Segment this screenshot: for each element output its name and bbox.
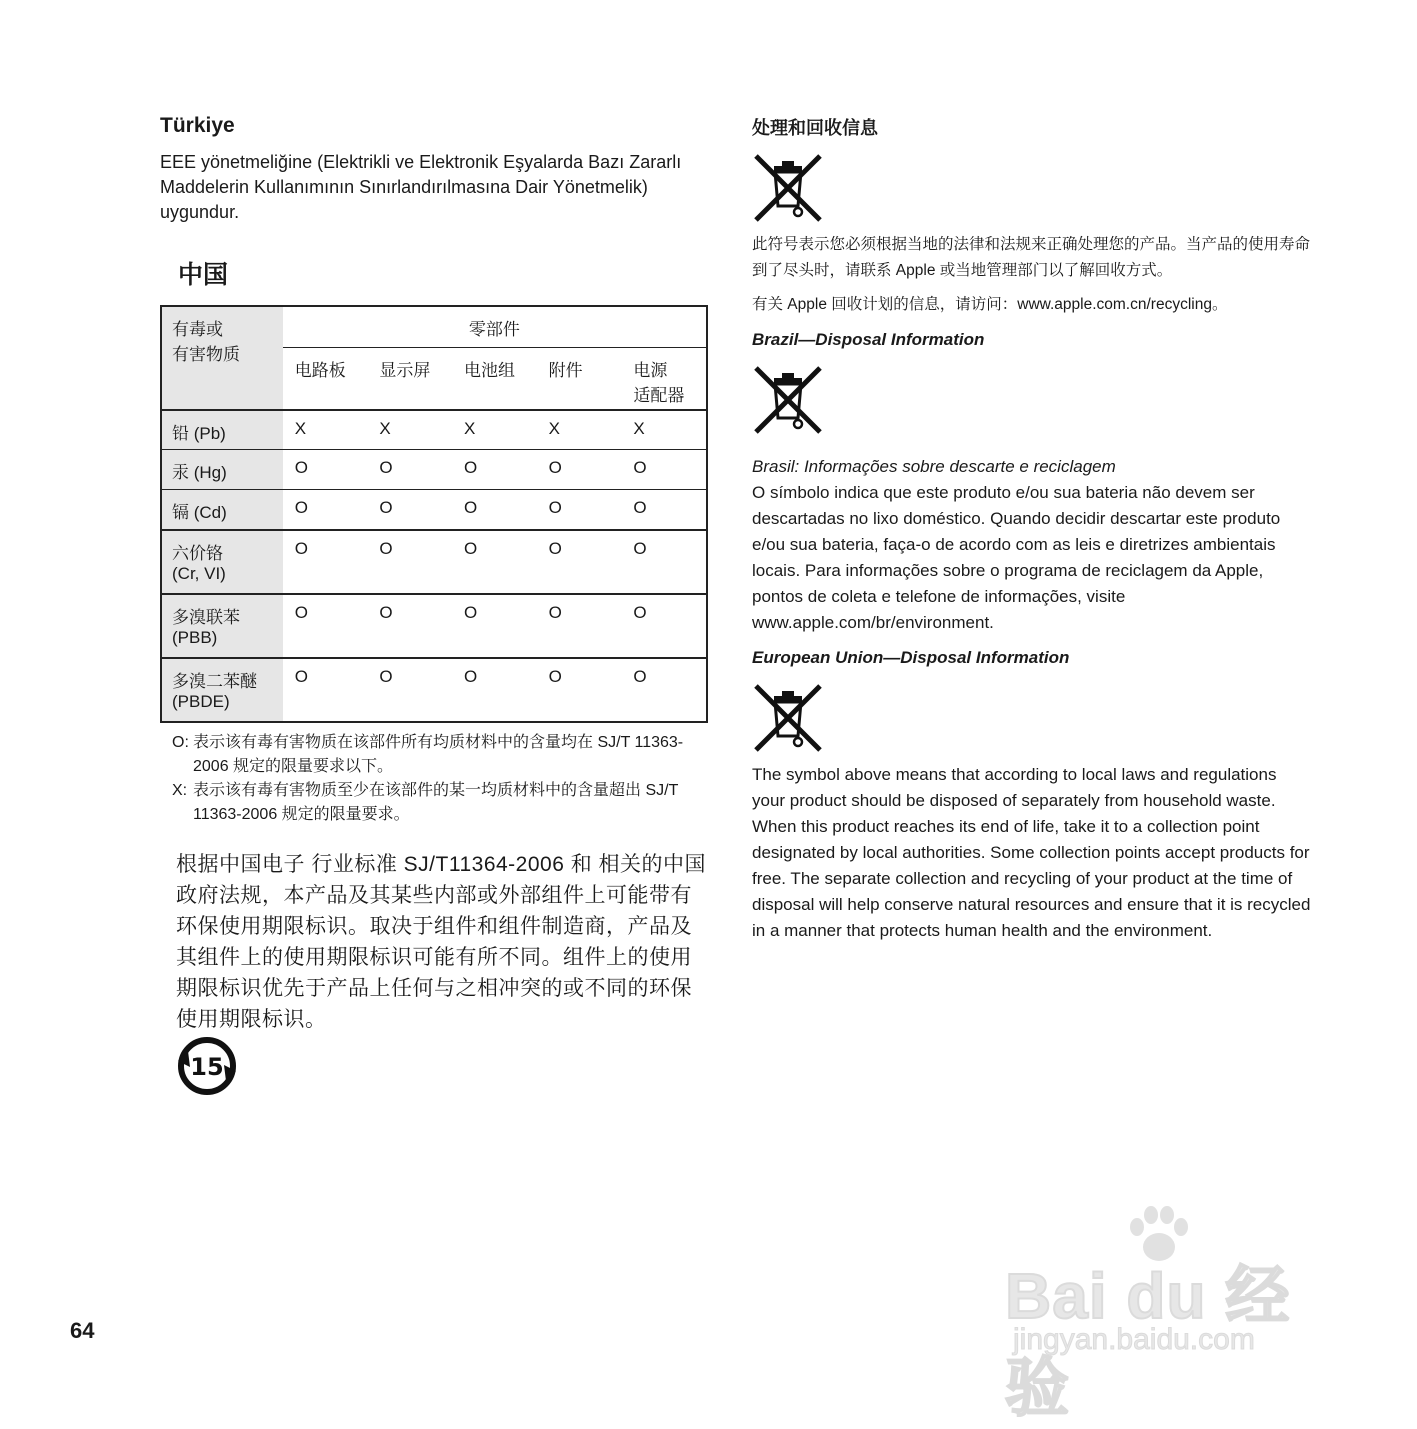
environment-protection-use-period-icon — [174, 1033, 240, 1099]
part-header: 附件 — [537, 348, 622, 411]
table-cell: O — [283, 490, 368, 531]
table-row — [161, 594, 707, 658]
table-row — [161, 410, 707, 450]
table-cell: O — [367, 530, 452, 594]
table-cell: O — [367, 658, 452, 722]
table-cell: O — [283, 450, 368, 490]
legend-key: X: — [172, 782, 188, 799]
eu-heading: European Union—Disposal Information — [752, 648, 1070, 667]
part-header: 电路板 — [283, 348, 368, 411]
table-cell: O — [452, 530, 537, 594]
table-cell: X — [283, 410, 368, 450]
recycling-link[interactable]: 有关 Apple 回收计划的信息，请访问：www.apple.com.cn/recycling。 — [752, 296, 1228, 313]
part-header: 电池组 — [452, 348, 537, 411]
table-cell: O — [537, 490, 622, 531]
eu-paragraph: The symbol above means that according to local laws and regulations your product should be disposed of separately from household waste. When this product reaches its end of life, take it to a collection point designated by local authorities. Some collection points accept products for free. The separate collection and recycling of your product at the time of disposal will help conserve natural resources and ensure that it is recycled in a manner that protects human health and the environment. — [752, 765, 1311, 940]
table-cell: O — [283, 658, 368, 722]
baidu-watermark — [1005, 1205, 1335, 1424]
substance-header: 有毒或 有害物质 — [161, 306, 283, 410]
turkiye-paragraph: EEE yönetmeliğine (Elektrikli ve Elektronik Eşyalarda Bazı Zararlı Maddelerin Kullanımının Sınırlandırılmasına Dair Yönetmelik) uygundur. — [160, 152, 682, 222]
table-cell: X — [537, 410, 622, 450]
left-column — [160, 114, 708, 1035]
table-row — [161, 450, 707, 490]
legend-text: 表示该有毒有害物质至少在该部件的某一均质材料中的含量超出 SJ/T 11363-2006 规定的限量要求。 — [193, 782, 679, 823]
table-cell: O — [283, 530, 368, 594]
table-cell: O — [621, 490, 707, 531]
table-cell: X — [621, 410, 707, 450]
table-cell: O — [621, 594, 707, 658]
table-row — [161, 658, 707, 722]
epup-number: 15 — [190, 1053, 224, 1081]
page-number: 64 — [70, 1318, 95, 1343]
table-cell: X — [367, 410, 452, 450]
substance-cell: 多溴联苯 (PBB) — [161, 594, 283, 658]
brazil-paragraph: O símbolo indica que este produto e/ou sua bateria não devem ser descartadas no lixo doméstico. Quando decidir descartar este produto e/ou sua bateria, faça-o de acordo com as leis e diretrizes ambientais locais. Para informações sobre o programa de reciclagem da Apple, pontos de coleta e telefone de informações, visite www.apple.com/br/environment. — [752, 483, 1281, 632]
table-cell: O — [452, 594, 537, 658]
table-cell: O — [367, 594, 452, 658]
crossed-bin-icon — [752, 364, 1312, 436]
table-cell: O — [452, 490, 537, 531]
table-row — [161, 490, 707, 531]
brazil-heading: Brazil—Disposal Information — [752, 330, 985, 349]
crossed-bin-icon — [752, 152, 1312, 224]
table-cell: O — [452, 658, 537, 722]
right-column — [752, 114, 1312, 944]
legend-key: O: — [172, 734, 189, 751]
legend-text: 表示该有毒有害物质在该部件所有均质材料中的含量均在 SJ/T 11363-2006 规定的限量要求以下。 — [193, 734, 684, 775]
legend-row — [172, 779, 708, 827]
table-legend — [172, 731, 708, 827]
china-heading: 中国 — [178, 261, 229, 289]
table-cell: X — [452, 410, 537, 450]
disposal-cn-paragraph: 此符号表示您必须根据当地的法律和法规来正确处理您的产品。当产品的使用寿命到了尽头时，请联系 Apple 或当地管理部门以了解回收方式。 — [752, 236, 1311, 279]
crossed-bin-icon — [752, 682, 1312, 754]
table-cell: O — [537, 594, 622, 658]
watermark-brand: Bai du 经验 — [1005, 1260, 1291, 1424]
china-paragraph: 根据中国电子 行业标准 SJ/T11364-2006 和 相关的中国政府法规，本产品及其某些内部或外部组件上可能带有环保使用期限标识。取决于组件和组件制造商，产品及其组件上的使用期限标识可能有所不同。组件上的使用期限标识优先于产品上任何与之相冲突的或不同的环保使用期限标识。 — [176, 853, 707, 1031]
substance-cell: 六价铬 (Cr, VI) — [161, 530, 283, 594]
disposal-cn-heading: 处理和回收信息 — [752, 118, 878, 138]
table-cell: O — [537, 450, 622, 490]
part-header: 显示屏 — [367, 348, 452, 411]
table-cell: O — [621, 530, 707, 594]
table-cell: O — [537, 658, 622, 722]
table-row — [161, 530, 707, 594]
hazardous-substances-table — [160, 305, 708, 723]
table-cell: O — [537, 530, 622, 594]
watermark-url: jingyan.baidu.com — [1013, 1323, 1255, 1356]
brazil-subtitle: Brasil: Informações sobre descarte e reciclagem — [752, 457, 1116, 476]
legend-row — [172, 731, 708, 779]
table-cell: O — [621, 658, 707, 722]
table-cell: O — [367, 450, 452, 490]
table-cell: O — [452, 450, 537, 490]
substance-cell: 铅 (Pb) — [161, 410, 283, 450]
parts-header: 零部件 — [468, 320, 520, 339]
substance-cell: 镉 (Cd) — [161, 490, 283, 531]
table-cell: O — [367, 490, 452, 531]
substance-cell: 多溴二苯醚 (PBDE) — [161, 658, 283, 722]
table-cell: O — [283, 594, 368, 658]
turkiye-heading: Türkiye — [160, 114, 235, 137]
table-cell: O — [621, 450, 707, 490]
part-header: 电源 适配器 — [621, 348, 707, 411]
substance-cell: 汞 (Hg) — [161, 450, 283, 490]
